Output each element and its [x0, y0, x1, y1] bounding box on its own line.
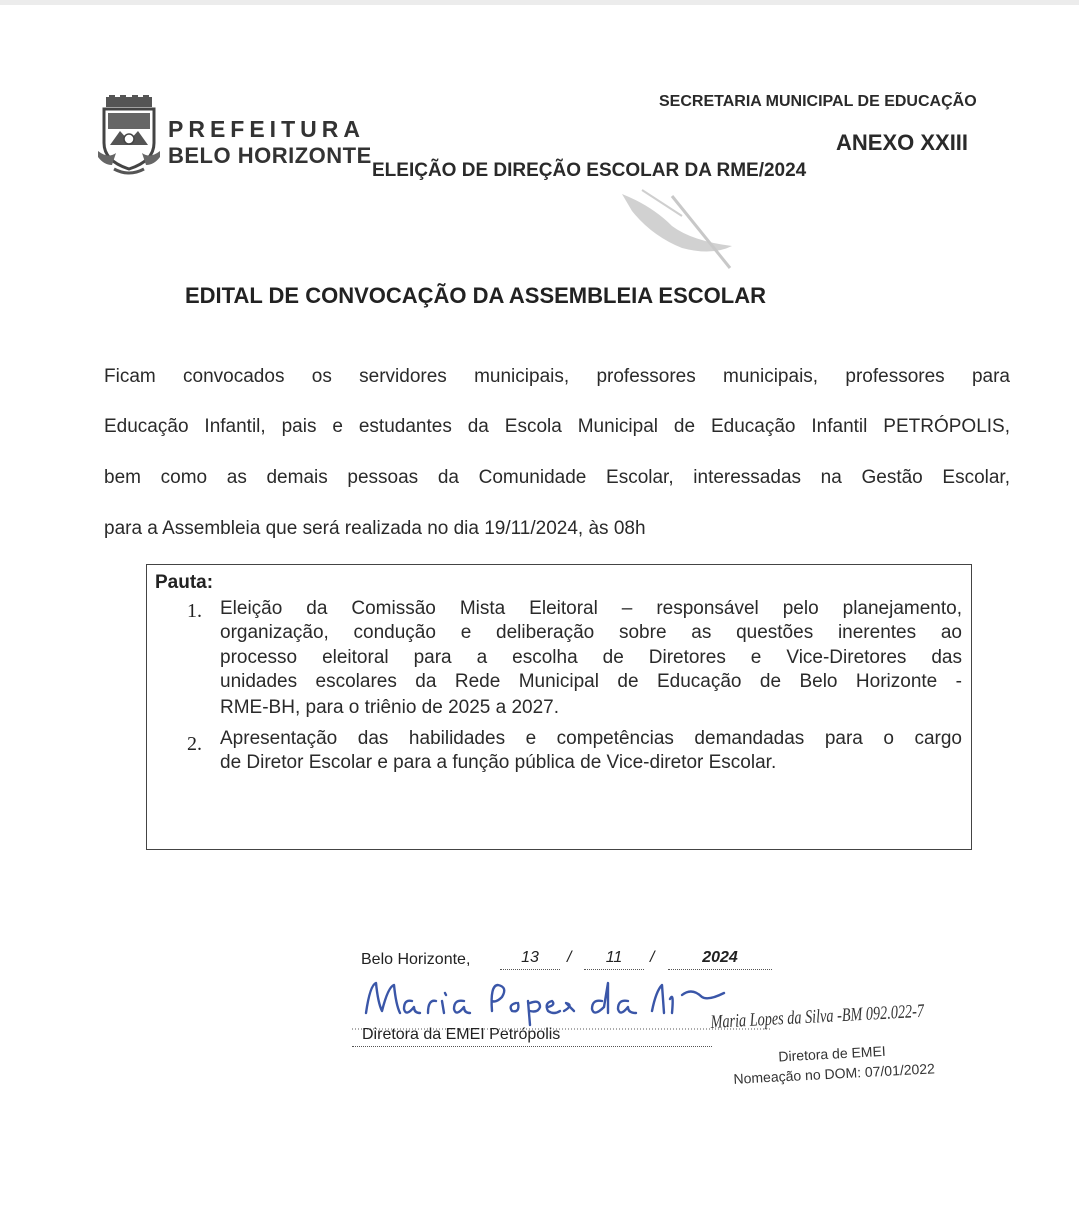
pauta-item-number: 1. [187, 600, 202, 622]
pauta-label: Pauta: [155, 572, 214, 593]
body-line-1: Ficam convocados os servidores municipais, professores municipais, professores para [104, 366, 1010, 387]
body-line-2: Educação Infantil, pais e estudantes da Escola Municipal de Educação Infantil PETRÓPOLIS, [104, 416, 1010, 437]
eleicao-heading: ELEIÇÃO DE DIREÇÃO ESCOLAR DA RME/2024 [372, 160, 807, 181]
date-year: 2024 [702, 949, 738, 966]
stamp-nomeacao: Nomeação no DOM: 07/01/2022 [733, 1060, 936, 1087]
date-month: 11 [605, 949, 623, 966]
signatory-role: Diretora da EMEI Petrópolis [362, 1026, 561, 1043]
place-label: Belo Horizonte, [361, 951, 471, 968]
date-separator: / [650, 949, 655, 966]
scan-top-edge [0, 0, 1079, 5]
official-stamp [710, 999, 955, 1111]
pauta-item-2-line: Apresentação das habilidades e competências demandadas para o cargo [220, 728, 962, 749]
date-year-line [668, 969, 772, 970]
pauta-item-1-line: processo eleitoral para a escolha de Diretores e Vice-Diretores das [220, 647, 962, 668]
ink-smudge [612, 186, 752, 276]
pauta-item-1-line: organização, condução e deliberação sobre as questões inerentes ao [220, 622, 962, 643]
pauta-item-2-line: de Diretor Escolar e para a função pública de Vice-diretor Escolar. [220, 752, 777, 773]
body-line-4: para a Assembleia que será realizada no dia 19/11/2024, às 08h [104, 518, 646, 539]
stamp-role: Diretora de EMEI [778, 1042, 887, 1065]
pauta-item-1-line: RME-BH, para o triênio de 2025 a 2027. [220, 697, 560, 718]
signature-line [352, 1046, 712, 1047]
date-day-line [500, 969, 560, 970]
pauta-item-1-line: Eleição da Comissão Mista Eleitoral – responsável pelo planejamento, [220, 598, 962, 619]
org-name-line1: PREFEITURA [168, 116, 365, 142]
city-coat-of-arms-icon [96, 95, 162, 177]
stamp-name: Maria Lopes da Silva -BM 092.022-7 [710, 1000, 925, 1033]
body-line-3: bem como as demais pessoas da Comunidade Escolar, interessadas na Gestão Escolar, [104, 467, 1010, 488]
handwritten-signature [352, 971, 772, 1031]
date-separator: / [567, 949, 572, 966]
org-name-line2: BELO HORIZONTE [168, 143, 372, 168]
anexo-label: ANEXO XXIII [836, 130, 969, 155]
document-title: EDITAL DE CONVOCAÇÃO DA ASSEMBLEIA ESCOLAR [185, 283, 766, 308]
date-day: 13 [521, 949, 539, 966]
date-month-line [584, 969, 644, 970]
pauta-item-number: 2. [187, 733, 202, 755]
pauta-item-1-line: unidades escolares da Rede Municipal de Educação de Belo Horizonte - [220, 671, 962, 692]
secretaria-heading: SECRETARIA MUNICIPAL DE EDUCAÇÃO [659, 93, 977, 110]
